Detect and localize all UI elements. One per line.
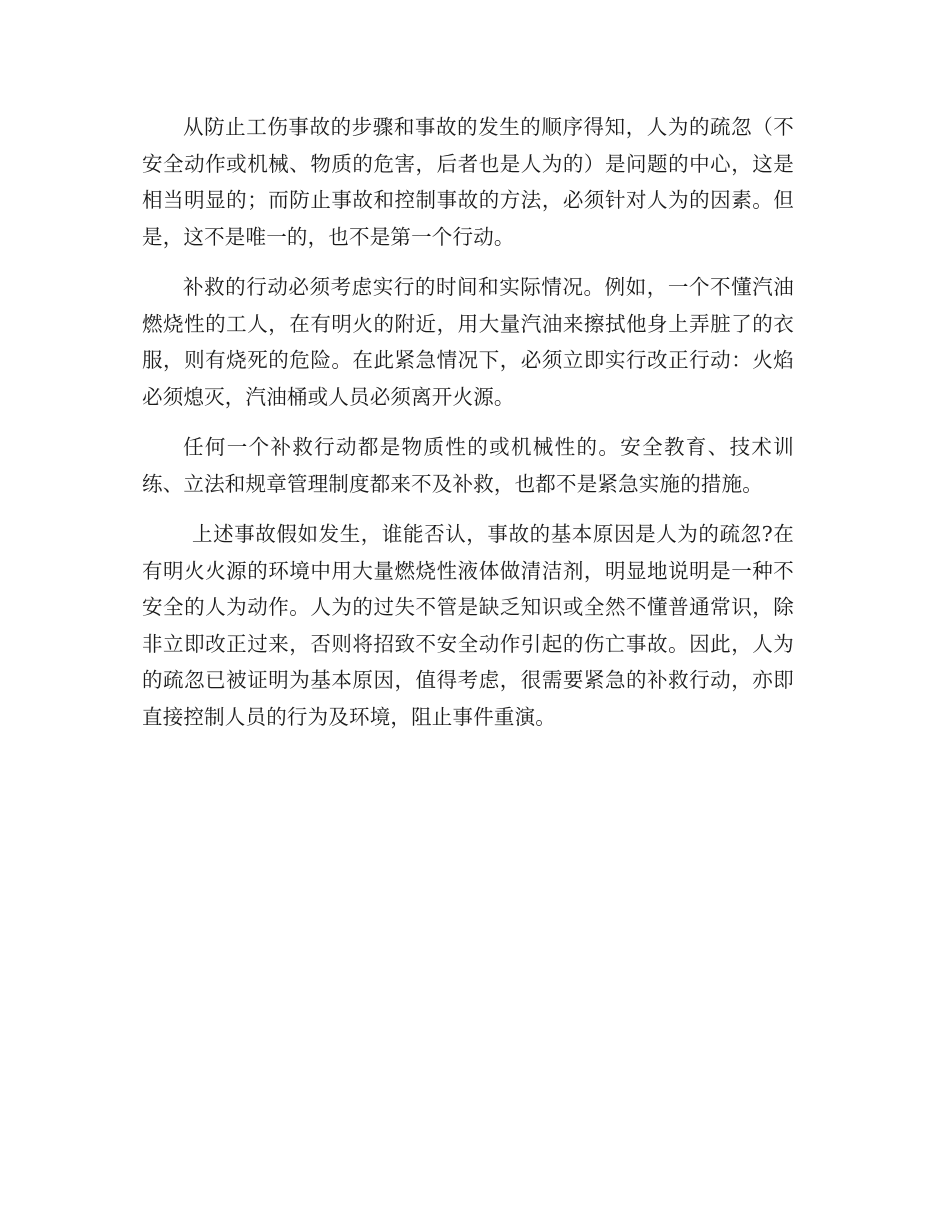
document-body	[142, 109, 794, 749]
paragraph-2: 补救的行动必须考虑实行的时间和实际情况。例如，一个不懂汽油燃烧性的工人，在有明火的附近，用大量汽油来擦拭他身上弄脏了的衣服，则有烧死的危险。在此紧急情况下，必须立即实行改正行动：火焰必须熄灭，汽油桶或人员必须离开火源。	[142, 275, 794, 409]
paragraph-1: 从防止工伤事故的步骤和事故的发生的顺序得知，人为的疏忽（不安全动作或机械、物质的危害，后者也是人为的）是问题的中心，这是相当明显的；而防止事故和控制事故的方法，必须针对人为的因素。但是，这不是唯一的，也不是第一个行动。	[142, 115, 794, 249]
paragraph-4: 上述事故假如发生，谁能否认，事故的基本原因是人为的疏忽?在有明火火源的环境中用大量燃烧性液体做清洁剂，明显地说明是一种不安全的人为动作。人为的过失不管是缺乏知识或全然不懂普通常识，除非立即改正过来，否则将招致不安全动作引起的伤亡事故。因此，人为的疏忽已被证明为基本原因，值得考虑，很需要紧急的补救行动，亦即直接控制人员的行为及环境，阻止事件重演。	[142, 522, 794, 729]
paragraph-3: 任何一个补救行动都是物质性的或机械性的。安全教育、技术训练、立法和规章管理制度都来不及补救，也都不是紧急实施的措施。	[142, 435, 794, 496]
